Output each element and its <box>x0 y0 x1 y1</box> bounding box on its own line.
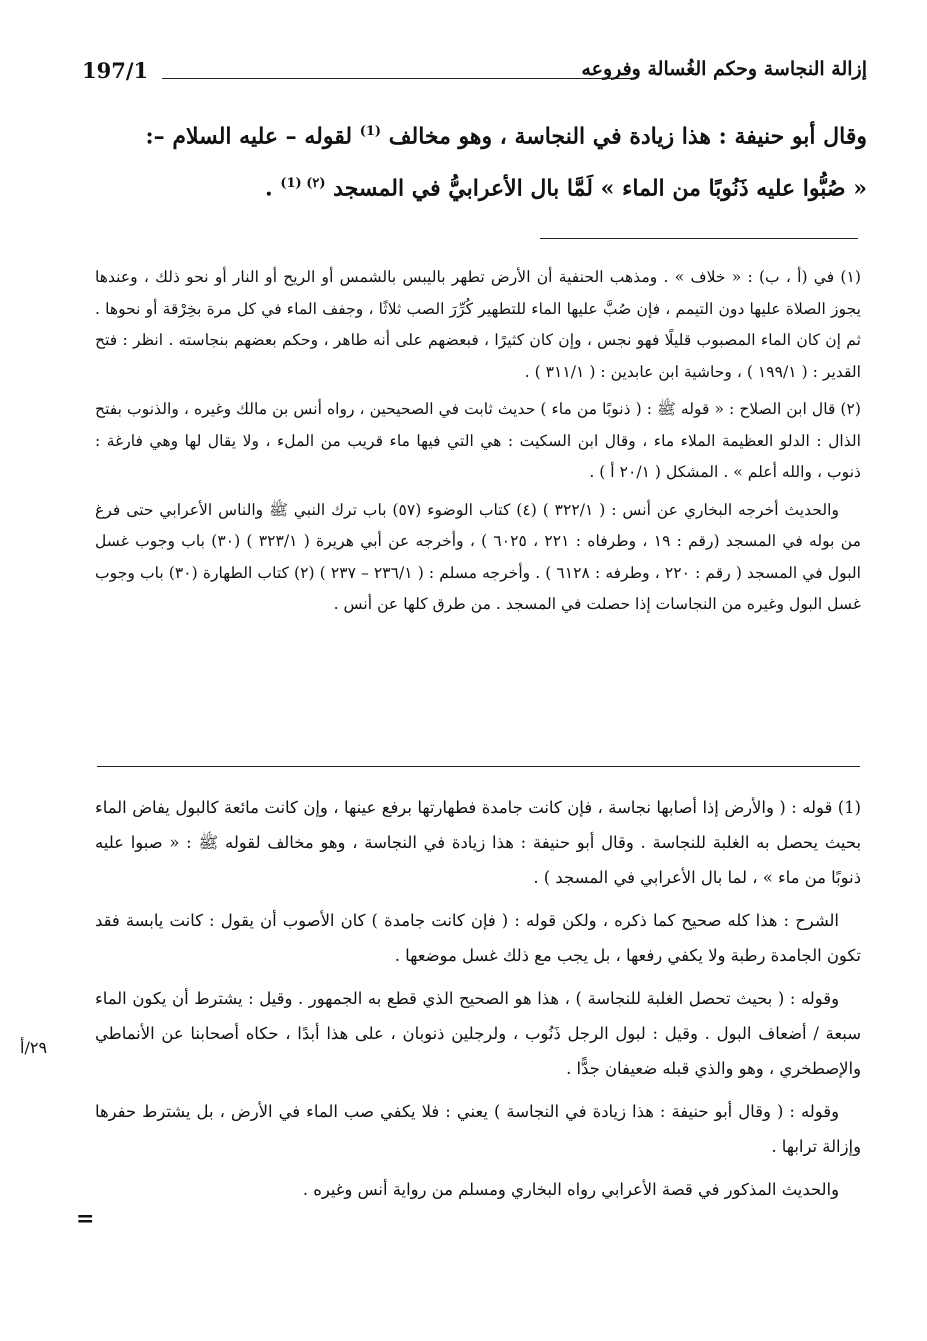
commentary-paragraph: وقوله : ( بحيث تحصل الغلبة للنجاسة ) ، هذا هو الصحيح الذي قطع به الجمهور . وقيل : يشترط أن يكون الماء سبعة / أضعاف البول . وقيل : لبول الرجل ذَنُوب ، ولرجلين ذنوبان ، على هذا أبدًا ، حكاه أصحابنا عن الأنماطي والإصطخري ، وهو والذي قبله ضعيفان جدًّا . <box>95 989 861 1078</box>
footnote-1: (١) في (أ ، ب) : « خلاف » . ومذهب الحنفية أن الأرض تطهر باليبس بالشمس أو الريح أو النار أو نحو ذلك ، وعندها يجوز الصلاة عليها دون التيمم ، فإن صُبَّ عليها الماء للتطهير كُرِّرَ الصب ثلاثًا ، وجفف الماء في كل مرة بخِرْقة أو نحوها . ثم إن كان الماء المصبوب قليلًا فهو نجس ، وإن كان كثيرًا ، فبعضهم على أنه طاهر ، وحكم بعضهم بنجاسته . انظر : فتح القدير : ( ١٩٩/١ ) ، وحاشية ابن عابدين : ( ٣١١/١ ) . <box>95 268 861 381</box>
header-title: إزالة النجاسة وحكم الغُسالة وفروعه <box>581 58 867 80</box>
commentary-paragraph: الشرح : هذا كله صحيح كما ذكره ، ولكن قوله : ( فإن كانت جامدة ) كان الأصوب أن يقول : كانت يابسة فقد تكون الجامدة رطبة ولا يكفي رفعها ، بل يجب مع ذلك غسل موضعها . <box>95 911 861 965</box>
commentary-separator <box>97 766 860 767</box>
editor-footnotes <box>95 262 861 627</box>
manuscript-margin-ref: ٢٩/أ <box>20 1038 48 1057</box>
running-header <box>82 58 867 94</box>
continuation-mark: = <box>76 1206 95 1232</box>
footnote-ref: (٢) (1) <box>280 176 326 192</box>
main-line-2: « صُبُّوا عليه ذَنُوبًا من الماء » لَمَّا بال الأعرابيُّ في المسجد $^{(٢) (1)}$ . <box>265 175 867 202</box>
footnote-2-continued: والحديث أخرجه البخاري عن أنس : ( ٣٢٢/١ ) (٤) كتاب الوضوء (٥٧) باب ترك النبي ﷺ والناس الأعرابي حتى فرغ من بوله في المسجد (رقم : ١٩ ، وطرفاه : ٢٢١ ، ٦٠٢٥ ) ، وأخرجه عن أبي هريرة ( ٣٢٣/١ ) (٣٠) باب وجوب غسل البول في المسجد ( رقم : ٢٢٠ ، وطرفه : ٦١٢٨ ) . وأخرجه مسلم : ( ٢٣٦/١ – ٢٣٧ ) (٢) كتاب الطهارة (٣٠) باب وجوب غسل البول وغيره من النجاسات إذا حصلت في المسجد . من طرق كلها عن أنس . <box>95 500 861 613</box>
commentary <box>95 790 861 1215</box>
commentary-paragraph: وقوله : ( وقال أبو حنيفة : هذا زيادة في النجاسة ) يعني : فلا يكفي صب الماء في الأرض ، بل يشترط حفرها وإزالة ترابها . <box>95 1102 861 1156</box>
page-number: 197/1 <box>82 58 149 83</box>
header-rule <box>162 78 637 79</box>
main-text <box>70 108 867 213</box>
commentary-quote: (1) قوله : ( والأرض إذا أصابها نجاسة ، فإن كانت جامدة فطهارتها برفع عينها ، وإن كانت مائعة كالبول يفاض الماء بحيث يحصل به الغلبة للنجاسة . وقال أبو حنيفة : هذا زيادة في النجاسة ، وهو مخالف لقوله ﷺ : « صبوا عليه ذنوبًا من ماء » ، لما بال الأعرابي في المسجد ) . <box>95 798 861 887</box>
footnote-2: (٢) قال ابن الصلاح : « قوله ﷺ : ( ذنوبًا من ماء ) حديث ثابت في الصحيحين ، رواه أنس بن مالك وغيره ، والذنوب بفتح الذال : الدلو العظيمة الملاء ماء ، وقال ابن السكيت : هي التي فيها ماء قريب من الملء ، ولا يقال لها وهي فارغة : ذنوب ، والله أعلم » . المشكل ( ٢٠/١ أ ) . <box>95 400 861 481</box>
footnote-separator <box>540 238 858 239</box>
main-line-1: وقال أبو حنيفة : هذا زيادة في النجاسة ، وهو مخالف $^{(1)}$ لقوله – عليه السلام –: <box>145 123 867 150</box>
footnote-ref: (1) <box>359 124 382 139</box>
commentary-paragraph: والحديث المذكور في قصة الأعرابي رواه البخاري ومسلم من رواية أنس وغيره . <box>302 1180 839 1199</box>
